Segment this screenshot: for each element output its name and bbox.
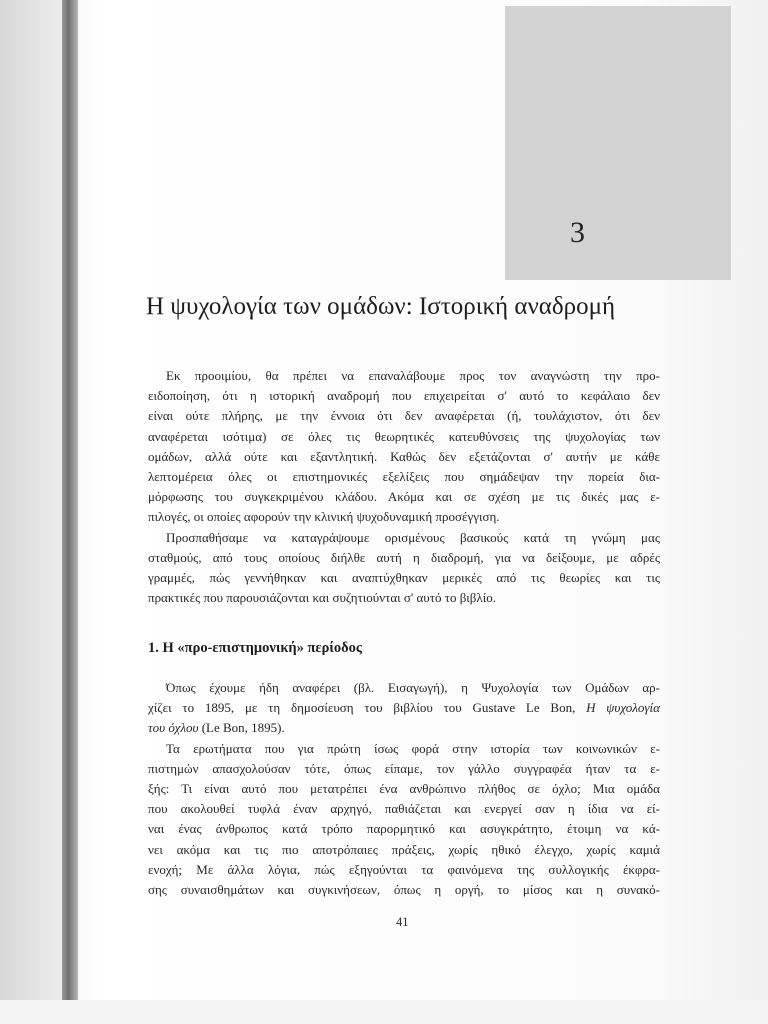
text-line: σταθμούς, από τους οποίους διήλθε αυτή η διαδρομή, για να δείξουμε, με αδρές [148, 549, 660, 565]
text-segment: χίζει το 1895, με τη δημοσίευση του βιβλίου του Gustave Le Bon, [148, 700, 587, 716]
citation: (Le Bon, 1895). [198, 720, 285, 736]
text-line: πιστημών απασχολούσαν τότε, όπως είπαμε, τον γάλλο συγγραφέα ήταν τα ε- [148, 760, 660, 776]
text-line: Εκ προοιμίου, θα πρέπει να επαναλάβουμε προς τον αναγνώστη την προ- [166, 368, 660, 383]
text-line: αναφέρεται ισότιμα) σε όλες τις θεωρητικές κατευθύνσεις της ψυχολογίας των [148, 428, 660, 444]
text-line-with-title [148, 698, 660, 718]
text-line: ειδοποίηση, ότι η ιστορική αναδρομή που επιχειρείται σ' αυτό το κεφάλαιο δεν [148, 388, 660, 404]
text-line: Τα ερωτήματα που για πρώτη ίσως φορά στην ιστορία των κοινωνικών ε- [166, 740, 660, 756]
section-heading: 1. Η «προ-επιστημονική» περίοδος [148, 640, 363, 656]
text-line-with-title [148, 718, 660, 738]
text-line: που ακολουθεί τυφλά έναν αρχηγό, παθιάζεται και ενεργεί σαν η ίδια να εί- [148, 801, 660, 817]
chapter-title: Η ψυχολογία των ομάδων: Ιστορική αναδρομή [146, 293, 616, 320]
text-line: ομάδων, αλλά ούτε και εξαντλητική. Καθώς δεν εξετάζονται σ' αυτήν με κάθε [148, 448, 660, 464]
book-title-italic: Η ψυχολογία [586, 700, 660, 716]
text-line: ξής: Τι είναι αυτό που μετατρέπει ένα ανθρώπινο πλήθος σε όχλο; Μια ομάδα [148, 781, 660, 797]
page-number: 41 [396, 915, 409, 929]
text-line: Προσπαθήσαμε να καταγράψουμε ορισμένους βασικούς κατά τη γνώμη μας [166, 529, 660, 545]
text-line: ναι ένας άνθρωπος κατά τρόπο παρορμητικό και ασυγκράτητο, έτοιμη να κά- [148, 821, 660, 837]
page-bottom-edge [0, 1000, 768, 1024]
text-line: μόρφωσης του συγκεκριμένου κλάδου. Ακόμα και σε σχέση με τις δικές μας ε- [148, 489, 660, 505]
text-line: πρακτικές που παρουσιάζονται και συζητιούνται σ' αυτό το βιβλίο. [148, 590, 496, 606]
book-title-italic: του όχλου [148, 720, 199, 736]
intro-paragraphs [148, 366, 660, 608]
text-line: γραμμές, πώς γεννήθηκαν και αναπτύχθηκαν μερικές από τις θεωρίες και τις [148, 570, 660, 586]
text-line: λεπτομέρεια όλες οι επιστημονικές εξελίξεις που σημάδεψαν την πορεία δια- [148, 469, 660, 485]
text-line: ενοχή; Με άλλα λόγια, πώς εξηγούνται τα φαινόμενα της συλλογικής έκφρα- [148, 861, 660, 877]
text-line: πιλογές, οι οποίες αφορούν την κλινική ψυχοδυναμική προσέγγιση. [148, 509, 500, 525]
text-line: σης συναισθημάτων και συγκινήσεων, όπως η οργή, το μίσος και η συνακό- [148, 882, 660, 898]
chapter-number-box [505, 6, 731, 280]
text-line: Όπως έχουμε ήδη αναφέρει (βλ. Εισαγωγή), η Ψυχολογία των Ομάδων αρ- [166, 680, 660, 695]
chapter-number: 3 [570, 216, 585, 249]
book-spine-shadow [62, 0, 78, 1000]
text-line: νει ακόμα και τις πιο αποτρόπαιες πράξεις, χωρίς ηθικό έλεγχο, χωρίς καμιά [148, 841, 660, 857]
section-paragraphs [148, 678, 660, 900]
text-line: είναι ούτε πλήρης, με την έννοια ότι δεν αναφέρεται (ή, τουλάχιστον, ότι δεν [148, 408, 660, 424]
